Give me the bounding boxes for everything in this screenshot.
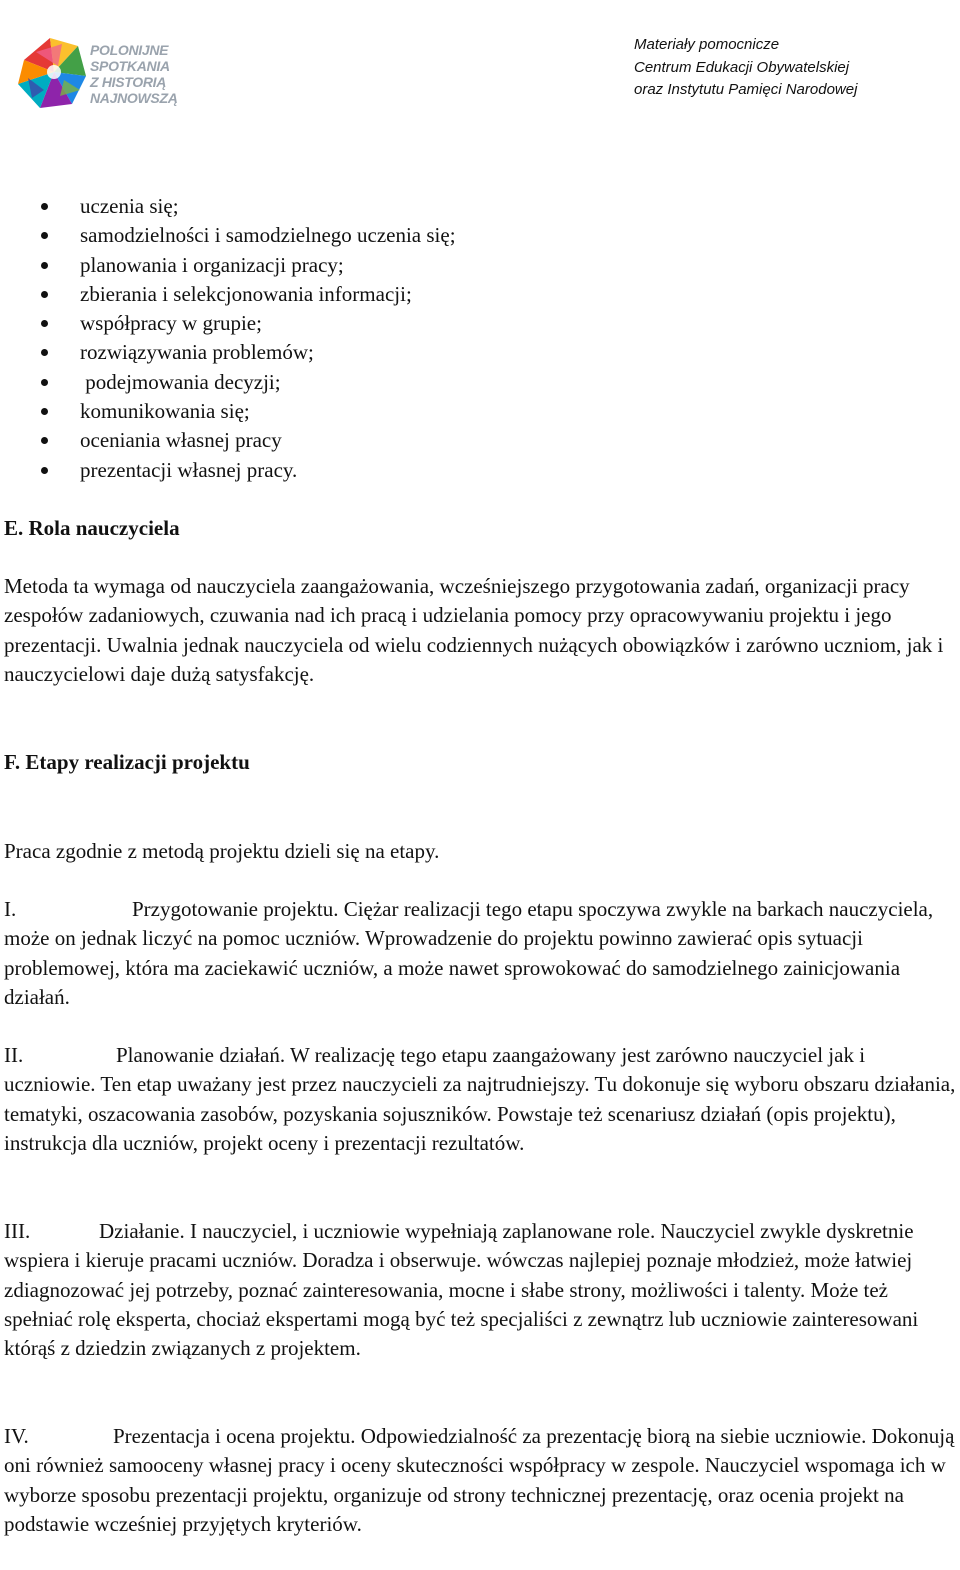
list-item: zbierania i selekcjonowania informacji; (0, 280, 940, 309)
header-note-line: oraz Instytutu Pamięci Narodowej (634, 81, 858, 98)
stage-paragraph (4, 1041, 959, 1158)
stage-text: Przygotowanie projektu. Ciężar realizacji tego etapu spoczywa zwykle na barkach nauczyciela, może on jednak liczyć na pomoc uczniów. Wprowadzenie do projektu powinno zawierać opis sytuacji problemowej, która ma zaciekawić uczniów, a może nawet sprowokować do samodzielnego zainicjowania działań. (4, 897, 934, 1009)
list-item: komunikowania się; (0, 397, 940, 426)
stage-numeral: III. (4, 1219, 31, 1243)
stage-numeral: II. (4, 1043, 24, 1067)
logo-mosaic-icon (14, 32, 88, 112)
section-f-heading: F. Etapy realizacji projektu (4, 750, 250, 774)
stage-numeral: I. (4, 897, 17, 921)
stage-text: Planowanie działań. W realizację tego etapu zaangażowany jest zarówno nauczyciel jak i uczniowie. Ten etap uważany jest przez nauczycieli za najtrudniejszy. Tu dokonuje się wyboru obszaru działania, tematyki, oszacowania zasobów, pozyskania sojuszników. Powstaje też scenariusz działań (opis projektu), instrukcja dla uczniów, projekt oceny i prezentacji rezultatów. (4, 1043, 956, 1155)
list-item: samodzielności i samodzielnego uczenia się; (0, 221, 940, 250)
header-note-line: Centrum Edukacji Obywatelskiej (634, 58, 850, 76)
list-item: prezentacji własnej pracy. (0, 456, 940, 485)
logo-line: NAJNOWSZĄ (90, 90, 178, 106)
stage-numeral: IV. (4, 1424, 29, 1448)
stage-paragraph (4, 895, 959, 1012)
list-item: współpracy w grupie; (0, 309, 940, 338)
logo-line: SPOTKANIA (90, 58, 170, 74)
stage-paragraph (4, 1422, 959, 1539)
section-e-paragraph: Metoda ta wymaga od nauczyciela zaangażowania, wcześniejszego przygotowania zadań, organizacji pracy zespołów zadaniowych, czuwania nad ich pracą i udzielania pomocy przy opracowywaniu projektu i jego prezentacji. Uwalnia jednak nauczyciela od wielu codziennych nużących obowiązków i zarówno uczniom, jak i nauczycielowi daje dużą satysfakcję. (4, 574, 944, 686)
header-note-line: Materiały pomocnicze (634, 36, 780, 53)
stage-paragraph (4, 1217, 959, 1363)
logo-wordmark (90, 42, 180, 106)
list-item: uczenia się; (0, 192, 940, 221)
skills-list (0, 192, 940, 485)
list-item: podejmowania decyzji; (0, 368, 940, 397)
stage-text: Działanie. I nauczyciel, i uczniowie wypełniają zaplanowane role. Nauczyciel zwykle dyskretnie wspiera i kieruje pracami uczniów. Doradza i obserwuje. wówczas najlepiej poznaje młodzież, może łatwiej zdiagnozować jej potrzeby, poznać zainteresowania, mocne i słabe strony, możliwości i talenty. Może też spełniać rolę eksperta, chociaż ekspertami mogą być też specjaliści z zewnątrz lub uczniowie zainteresowani którąś z dziedzin związanych z projektem. (4, 1219, 919, 1361)
logo-line: Z HISTORIĄ (90, 74, 167, 90)
logo (14, 32, 178, 122)
header-note (634, 34, 954, 102)
list-item: planowania i organizacji pracy; (0, 251, 940, 280)
list-item: rozwiązywania problemów; (0, 338, 940, 367)
section-e-heading: E. Rola nauczyciela (4, 516, 180, 540)
logo-line: POLONIJNE (90, 42, 169, 58)
stage-text: Prezentacja i ocena projektu. Odpowiedzialność za prezentację biorą na siebie uczniowie. Dokonują oni również samooceny własnej pracy i oceny skuteczności współpracy w zespole. Nauczyciel wspomaga ich w wyborze sposobu prezentacji projektu, organizuje od strony technicznej prezentację, oraz ocenia projekt na podstawie wcześniej przyjętych kryteriów. (4, 1424, 955, 1536)
list-item: oceniania własnej pracy (0, 426, 940, 455)
section-f-intro: Praca zgodnie z metodą projektu dzieli się na etapy. (4, 839, 440, 863)
